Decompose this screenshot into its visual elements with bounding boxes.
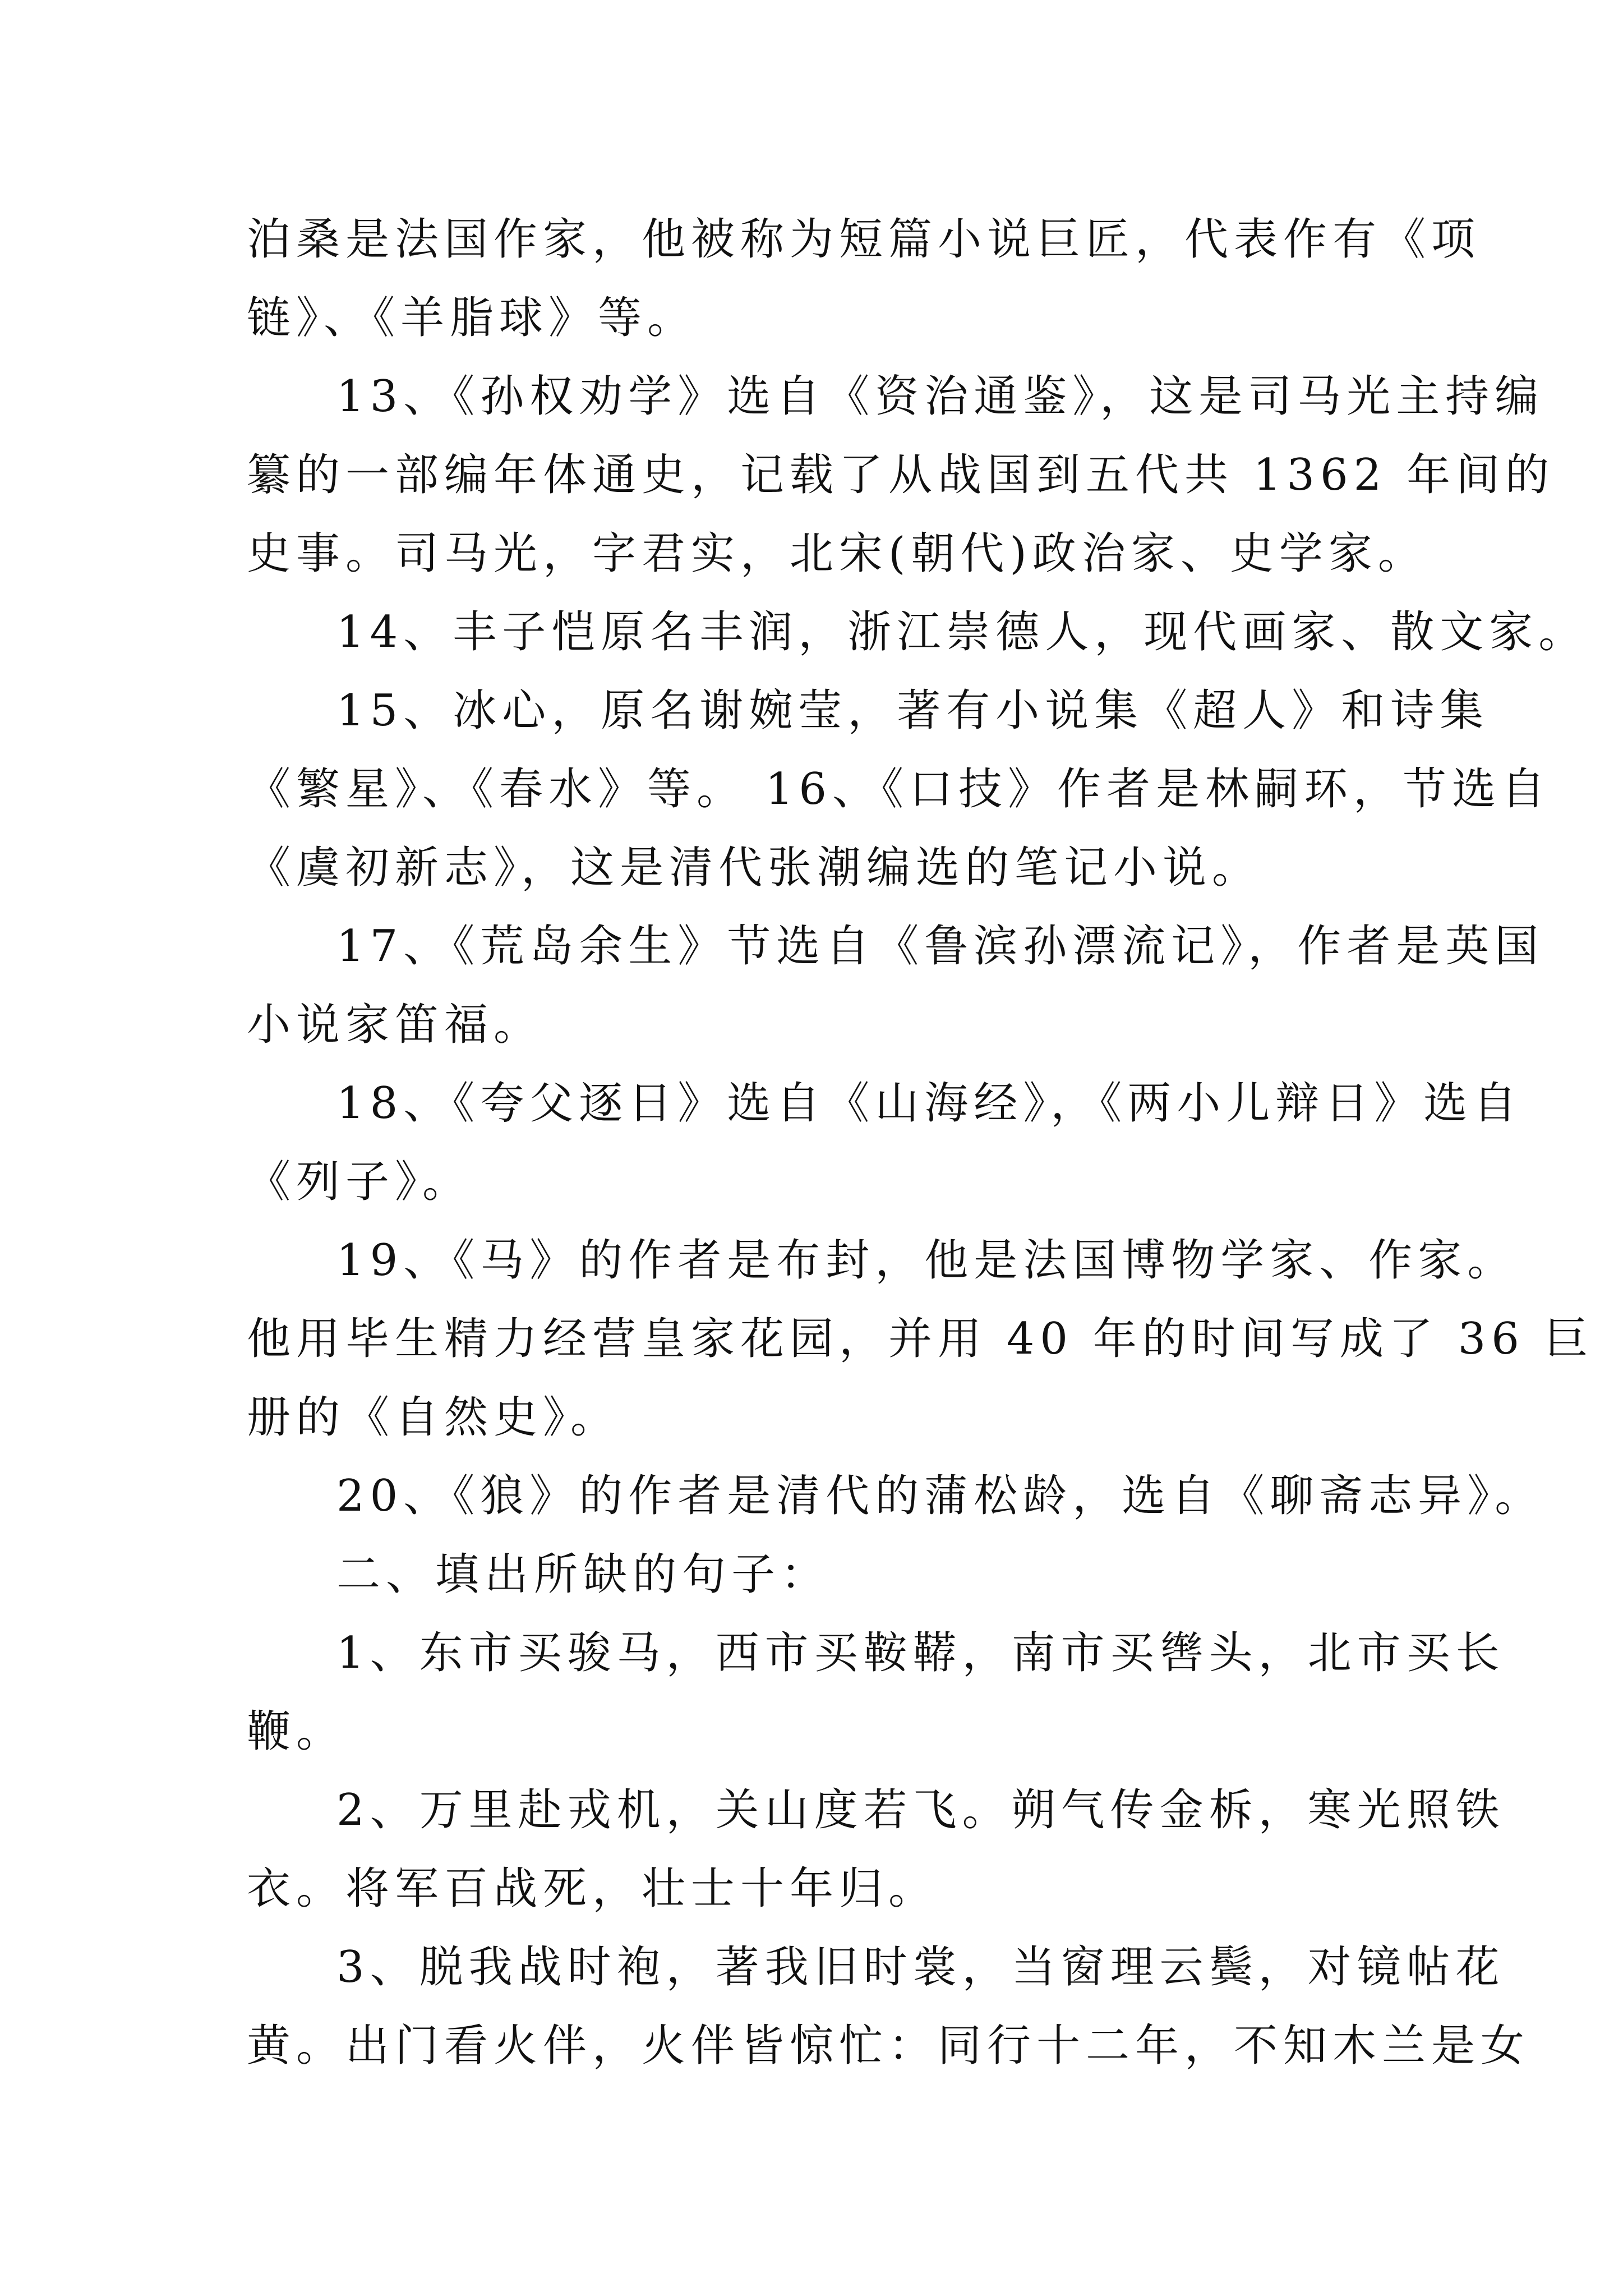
text-line: 20、《狼》的作者是清代的蒲松龄，选自《聊斋志异》。	[336, 1471, 1544, 1521]
text-line: 《列子》。	[247, 1157, 472, 1207]
text-line: 衣。将军百战死，壮士十年归。	[247, 1864, 938, 1914]
text-line: 纂的一部编年体通史，记载了从战国到五代共 1362 年间的	[247, 450, 1555, 500]
text-line: 链》、《羊脂球》等。	[247, 293, 697, 343]
text-line: 13、《孙权劝学》选自《资治通鉴》，这是司马光主持编	[336, 371, 1544, 422]
text-line: 他用毕生精力经营皇家花园，并用 40 年的时间写成了 36 巨	[247, 1314, 1594, 1364]
text-line: 18、《夸父逐日》选自《山海经》，《两小儿辩日》选自	[336, 1078, 1523, 1129]
text-line: 册的《自然史》。	[247, 1392, 620, 1443]
text-line: 3、脱我战时袍，著我旧时裳，当窗理云鬓，对镜帖花	[336, 1942, 1505, 1993]
text-line: 小说家笛福。	[247, 1000, 543, 1050]
text-line: 19、《马》的作者是布封，他是法国博物学家、作家。	[336, 1235, 1517, 1286]
text-line: 史事。司马光，字君实，北宋(朝代)政治家、史学家。	[247, 528, 1427, 579]
text-line: 泊桑是法国作家，他被称为短篇小说巨匠，代表作有《项	[247, 214, 1481, 265]
section-heading: 二、填出所缺的句子：	[336, 1549, 831, 1600]
text-line: 15、冰心，原名谢婉莹，著有小说集《超人》和诗集	[336, 685, 1490, 736]
text-line: 2、万里赴戎机，关山度若飞。朔气传金柝，寒光照铁	[336, 1785, 1505, 1835]
text-line: 黄。出门看火伴，火伴皆惊忙：同行十二年，不知木兰是女	[247, 2021, 1530, 2071]
text-line: 《虞初新志》，这是清代张潮编选的笔记小说。	[247, 843, 1262, 893]
text-line: 1、东市买骏马，西市买鞍鞯，南市买辔头，北市买长	[336, 1628, 1505, 1678]
text-line: 《繁星》、《春水》等。 16、《口技》作者是林嗣环，节选自	[247, 764, 1551, 815]
text-line: 17、《荒岛余生》节选自《鲁滨孙漂流记》，作者是英国	[336, 921, 1544, 972]
text-line: 14、丰子恺原名丰润，浙江崇德人，现代画家、散文家。	[336, 607, 1588, 657]
text-line: 鞭。	[247, 1706, 346, 1757]
document-body	[247, 200, 1594, 2085]
